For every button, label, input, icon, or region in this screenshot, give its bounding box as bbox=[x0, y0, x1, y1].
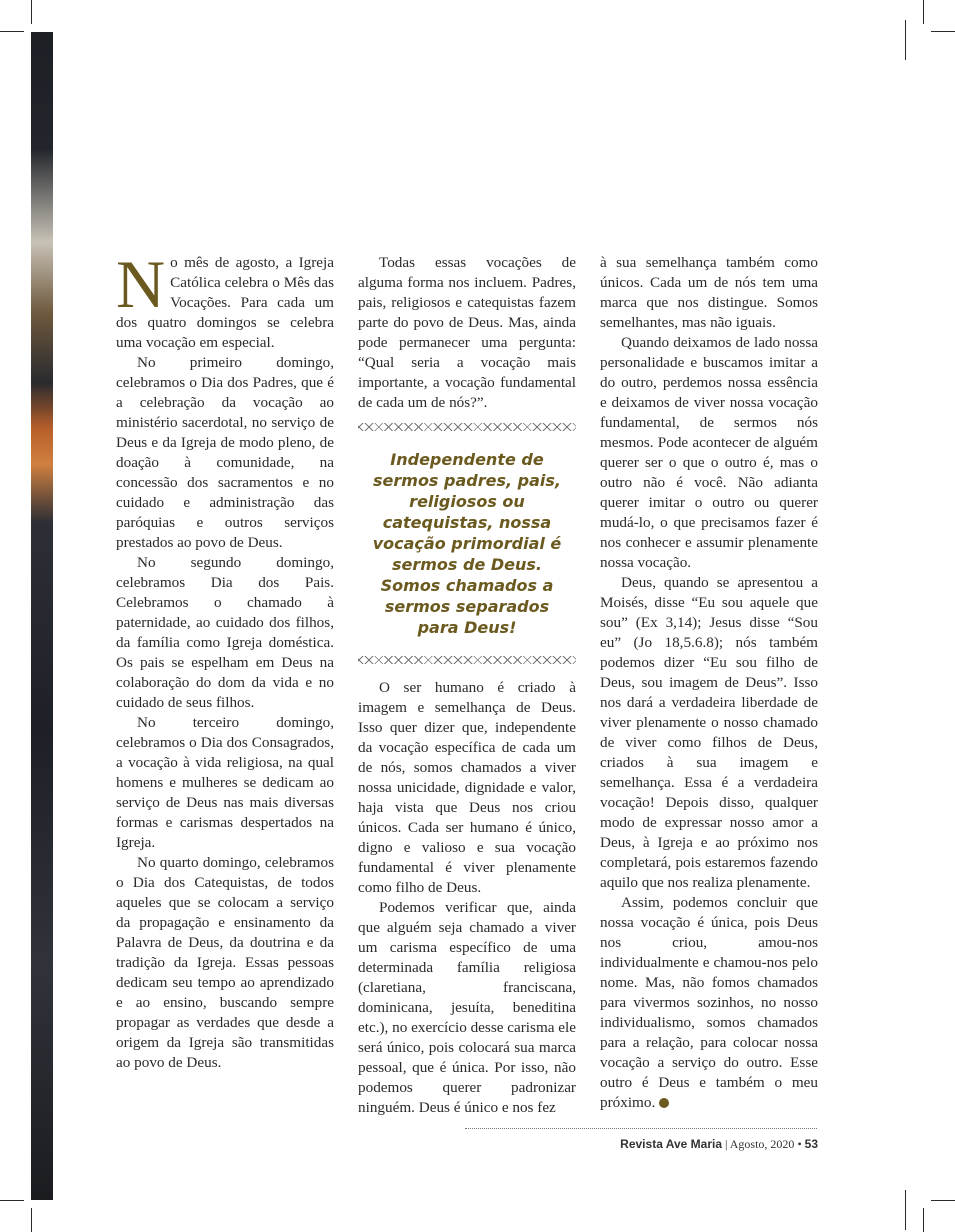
paragraph: No quarto domingo, celebramos o Dia dos Catequistas, de todos aqueles que se colocam a serviço da propagação e ensinamento da Palavra de Deus, da doutrina e da tradição da Igreja. Essas pessoas dedicam seu tempo ao aprendizado e ao ensino, buscando sempre propagar as verdades que desde a origem da Igreja são transmitidas ao povo de Deus. bbox=[116, 854, 334, 1071]
page-number: 53 bbox=[804, 1137, 818, 1151]
paragraph: No mês de agosto, a Igreja Católica celebra o Mês das Vocações. Para cada um dos quatro domingos se celebra uma vocação em especial. bbox=[116, 246, 334, 351]
crop-mark bbox=[0, 31, 24, 32]
footer-separator: | bbox=[725, 1137, 728, 1151]
crop-mark bbox=[0, 1200, 24, 1201]
divider bbox=[358, 423, 576, 431]
magazine-name: Revista Ave Maria bbox=[620, 1137, 723, 1151]
article-column-2 bbox=[358, 253, 576, 1118]
issue-date: Agosto, 2020 bbox=[729, 1137, 795, 1151]
page-footer bbox=[620, 1137, 818, 1152]
paragraph: à sua semelhança também como únicos. Cada um de nós tem uma marca que nos distingue. Somos semelhantes, mas não iguais. bbox=[600, 254, 818, 331]
footer-rule bbox=[465, 1128, 817, 1129]
paragraph: Todas essas vocações de alguma forma nos incluem. Padres, pais, religiosos e catequistas fazem parte do povo de Deus. Mas, ainda pode permanecer uma pergunta: “Qual seria a vocação mais importante, a vocação fundamental de cada um de nós?”. bbox=[358, 254, 576, 411]
article-column-3 bbox=[600, 253, 818, 1113]
paragraph: Deus, quando se apresentou a Moisés, disse “Eu sou aquele que sou” (Ex 3,14); Jesus disse “Sou eu” (Jo 18,5.6.8); nós também podemos dizer “Eu sou filho de Deus, sou imagem de Deus”. Isso nos dará a verdadeira liberdade de viver plenamente o nosso chamado de viver como filhos de Deus, criados à sua imagem e semelhança. Essa é a verdadeira vocação! Depois disso, qualquer modo de expressar nosso amor a Deus, à Igreja e ao próximo nos completará, pois estaremos fazendo aquilo que nos realiza plenamente. bbox=[600, 574, 818, 891]
crop-mark bbox=[931, 1200, 955, 1201]
paragraph: Assim, podemos concluir que nossa vocação é única, pois Deus nos criou, amou-nos individualmente e chamou-nos pelo nome. Mas, não fomos chamados para vivermos sozinhos, no nosso individualismo, somos chamados para a relação, para colocar nossa vocação a serviço do outro. Esse outro é Deus e também o meu próximo. bbox=[600, 894, 818, 1111]
crop-mark bbox=[923, 1208, 924, 1232]
divider bbox=[358, 656, 576, 664]
crop-mark bbox=[31, 0, 32, 24]
paragraph: No segundo domingo, celebramos Dia dos Pais. Celebramos o chamado à paternidade, ao cuidado dos filhos, da família como Igreja doméstica. Os pais se espelham em Deus na colaboração do dom da vida e no cuidado de seus filhos. bbox=[116, 554, 334, 711]
paragraph: Podemos verificar que, ainda que alguém seja chamado a viver um carisma específico de uma determinada família religiosa (claretiana, franciscana, dominicana, jesuíta, beneditina etc.), no exercício desse carisma ele será único, pois colocará sua marca pessoal, que é única. Por isso, não podemos querer padronizar ninguém. Deus é único e nos fez bbox=[358, 899, 576, 1116]
article-column-1 bbox=[116, 246, 334, 1073]
drop-cap: N bbox=[116, 246, 166, 322]
image-strip bbox=[31, 32, 53, 1200]
paragraph: No primeiro domingo, celebramos o Dia dos Padres, que é a celebração da vocação ao ministério sacerdotal, no serviço de Deus e da Igreja de modo pleno, de doação à comunidade, na concessão dos sacramentos e no cuidado e administração das paróquias e outros serviços prestados ao povo de Deus. bbox=[116, 354, 334, 551]
crop-mark bbox=[905, 1190, 906, 1230]
crop-mark bbox=[31, 1208, 32, 1232]
paragraph: O ser humano é criado à imagem e semelhança de Deus. Isso quer dizer que, independente da vocação específica de cada um de nós, somos chamados a viver nossa unicidade, dignidade e valor, haja vista que Deus nos criou únicos. Cada ser humano é único, digno e valioso e sua vocação fundamental é viver plenamente como filho de Deus. bbox=[358, 679, 576, 896]
end-mark-icon bbox=[659, 1098, 669, 1108]
crop-mark bbox=[931, 31, 955, 32]
crop-mark bbox=[905, 20, 906, 60]
paragraph: No terceiro domingo, celebramos o Dia dos Consagrados, a vocação à vida religiosa, na qual homens e mulheres se dedicam ao serviço de Deus nas mais diversas formas e carismas despertados na Igreja. bbox=[116, 714, 334, 851]
pull-quote: Independente de sermos padres, pais, religiosos ou catequistas, nossa vocação primordial é sermos de Deus. Somos chamados a sermos separados para Deus! bbox=[372, 450, 562, 637]
crop-mark bbox=[923, 0, 924, 24]
paragraph: Quando deixamos de lado nossa personalidade e buscamos imitar a do outro, perdemos nossa essência e deixamos de viver nossa vocação fundamental, de sermos nós mesmos. Pode acontecer de alguém querer ser o que o outro é, mas o outro não é você. Não adianta querer imitar o outro ou querer mudá-lo, o que precisamos fazer é nos conhecer e assumir plenamente nossa vocação. bbox=[600, 334, 818, 571]
footer-bullet: • bbox=[797, 1137, 802, 1151]
